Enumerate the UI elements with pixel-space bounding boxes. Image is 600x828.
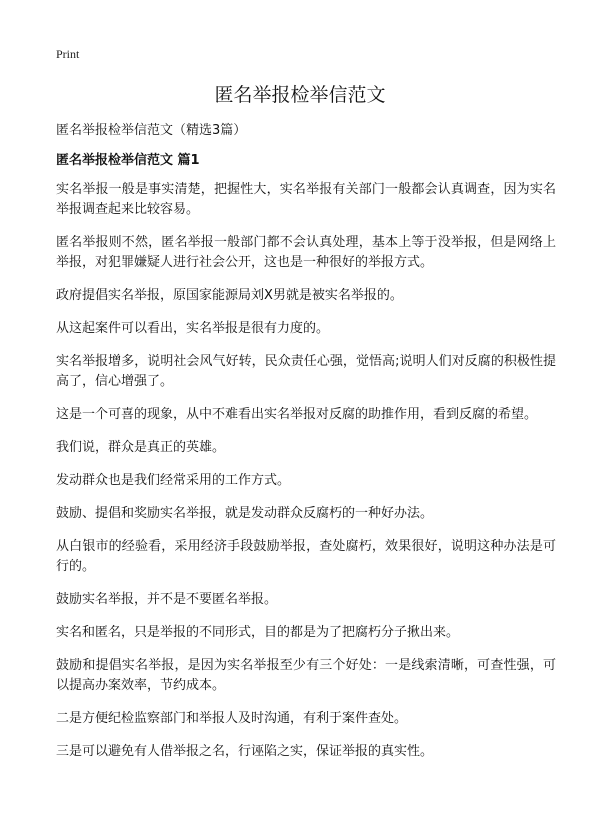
paragraph: 鼓励、提倡和奖励实名举报，就是发动群众反腐朽的一种好办法。 (56, 506, 434, 521)
paragraph: 这是一个可喜的现象，从中不难看出实名举报对反腐的助推作用，看到反腐的希望。 (56, 407, 538, 422)
paragraph: 实名举报增多，说明社会风气好转，民众责任心强，觉悟高;说明人们对反腐的积极性提高了，信心增强了。 (56, 354, 556, 389)
paragraph: 实名举报一般是事实清楚，把握性大，实名举报有关部门一般都会认真调查，因为实名举报调查起来比较容易。 (56, 182, 556, 217)
document-subtitle: 匿名举报检举信范文（精选3篇） (56, 123, 247, 138)
paragraph: 从这起案件可以看出，实名举报是很有力度的。 (56, 321, 330, 336)
paragraph: 三是可以避免有人借举报之名，行诬陷之实，保证举报的真实性。 (56, 744, 434, 759)
paragraph: 我们说，群众是真正的英雄。 (56, 440, 226, 455)
print-link[interactable]: Print (56, 47, 80, 61)
paragraph: 政府提倡实名举报，原国家能源局刘X男就是被实名举报的。 (56, 288, 403, 303)
paragraph: 鼓励和提倡实名举报，是因为实名举报至少有三个好处：一是线索清晰，可查性强，可以提高办案效率，节约成本。 (56, 658, 556, 693)
paragraph: 鼓励实名举报，并不是不要匿名举报。 (56, 592, 278, 607)
paragraph: 从白银市的经验看，采用经济手段鼓励举报，查处腐朽，效果很好，说明这种办法是可行的。 (56, 539, 556, 574)
section-heading: 匿名举报检举信范文 篇1 (56, 153, 200, 168)
paragraph: 实名和匿名，只是举报的不同形式，目的都是为了把腐朽分子揪出来。 (56, 625, 460, 640)
paragraph: 发动群众也是我们经常采用的工作方式。 (56, 473, 291, 488)
document-title: 匿名举报检举信范文 (214, 84, 386, 106)
paragraph: 二是方便纪检监察部门和举报人及时沟通，有利于案件查处。 (56, 711, 408, 726)
paragraph: 匿名举报则不然，匿名举报一般部门都不会认真处理，基本上等于没举报，但是网络上举报，对犯罪嫌疑人进行社会公开，这也是一种很好的举报方式。 (56, 235, 556, 270)
document-body (56, 121, 556, 775)
